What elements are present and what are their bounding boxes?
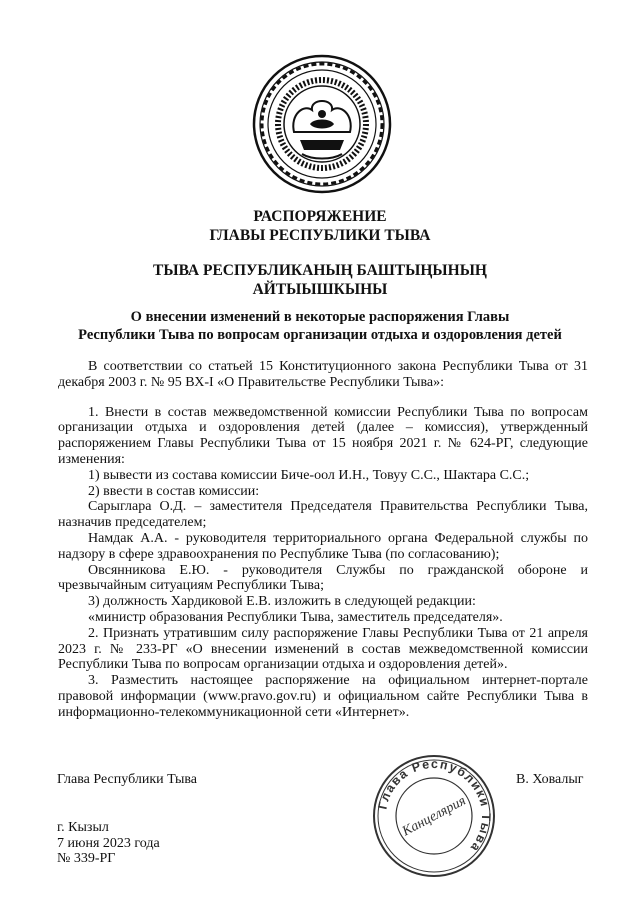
paragraph-1-item-2: 2) ввести в состав комиссии:	[88, 483, 260, 499]
member-3: Овсянникова Е.Ю. - руководителя Службы по гражданской обороне и чрезвычайным ситуациям Республики Тыва;	[58, 562, 588, 594]
paragraph-2: 2. Признать утратившим силу распоряжение Главы Республики Тыва от 21 апреля 2023 г. № 233-РГ «О внесении изменений в состав межведомственной комиссии Республики Тыва по вопросам организации отдыха и оздоровления детей».	[58, 625, 588, 673]
paragraph-1: 1. Внести в состав межведомственной комиссии Республики Тыва по вопросам организации отдыха и оздоровления детей (далее – комиссия), утвержденный распоряжением Главы Республики Тыва от 15 ноября 2021 г. № 624-РГ, следующие изменения:	[58, 404, 588, 467]
member-1: Сарыглара О.Д. – заместителя Председателя Правительства Республики Тыва, назначив председателем;	[58, 499, 588, 531]
coat-of-arms-emblem	[252, 54, 392, 194]
paragraph-1-item-3: 3) должность Хардиковой Е.В. изложить в следующей редакции:	[88, 594, 476, 610]
signature-name: В. Ховалыг	[516, 772, 584, 787]
document-title-authority: ГЛАВЫ РЕСПУБЛИКИ ТЫВА	[209, 227, 431, 244]
document-footer	[57, 820, 160, 867]
paragraph-3: 3. Разместить настоящее распоряжение на официальном интернет-портале правовой информации (www.pravo.gov.ru) и официальном сайте Республики Тыва в информационно-телекоммуникационной сети «Интернет».	[58, 673, 588, 720]
stamp-ring-text: Глава Республики Тыва	[375, 756, 494, 856]
footer-date: 7 июня 2023 года	[57, 835, 160, 851]
document-subject-line2: Республики Тыва по вопросам организации отдыха и оздоровления детей	[78, 327, 562, 343]
paragraph-1-item-1: 1) вывести из состава комиссии Биче-оол И.Н., Товуу С.С., Шактара С.С.;	[88, 467, 530, 483]
footer-city: г. Кызыл	[57, 820, 109, 835]
document-title-tuvan: ТЫВА РЕСПУБЛИКАНЫҢ БАШТЫҢЫНЫҢ	[153, 262, 487, 279]
preamble: В соответствии со статьей 15 Конституционного закона Республики Тыва от 31 декабря 2003 г. № 95 ВХ-I «О Правительстве Республики Тыва»:	[58, 359, 588, 390]
stamp-center-text: Канцелярия	[399, 793, 469, 840]
official-stamp	[370, 752, 498, 880]
document-title-tuvan-2: АЙТЫЫШКЫНЫ	[252, 281, 388, 298]
signature-position: Глава Республики Тыва	[57, 772, 198, 787]
paragraph-1-item-3-text: «министр образования Республики Тыва, заместитель председателя».	[88, 609, 503, 625]
document-body	[58, 359, 588, 721]
document-subject-line1: О внесении изменений в некоторые распоряжения Главы	[130, 309, 510, 325]
document-title: РАСПОРЯЖЕНИЕ	[253, 208, 387, 225]
footer-number: № 339-РГ	[57, 851, 116, 866]
member-2: Намдак А.А. - руководителя территориального органа Федеральной службы по надзору в сфере здравоохранения по Республике Тыва (по согласованию);	[58, 530, 588, 562]
